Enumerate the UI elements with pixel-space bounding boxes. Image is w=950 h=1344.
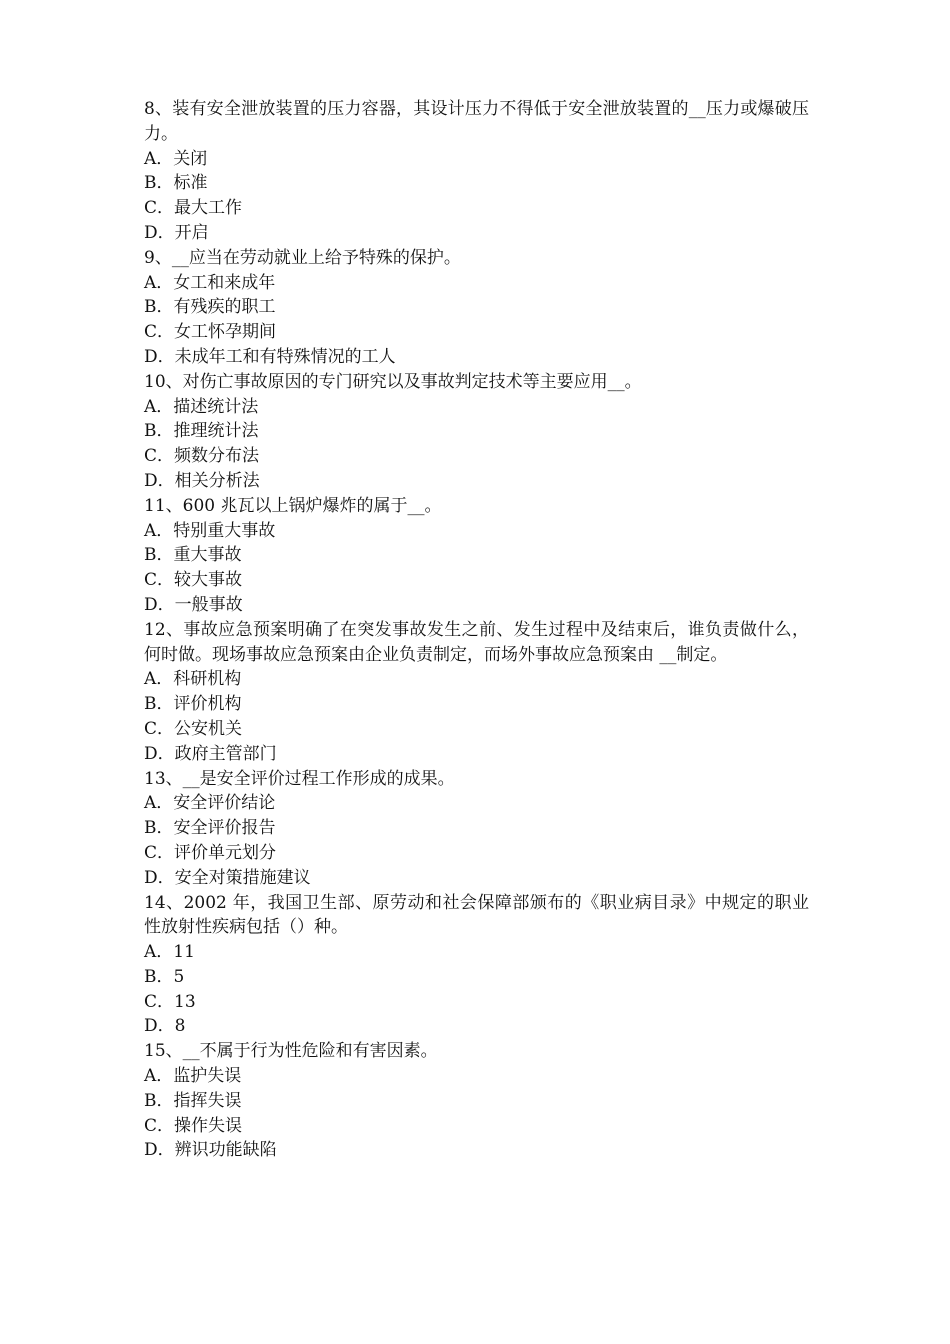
option-letter: B． xyxy=(144,173,174,194)
option-d xyxy=(144,866,809,891)
option-c xyxy=(144,1114,809,1139)
option-a xyxy=(144,1064,809,1089)
question-12 xyxy=(144,618,809,767)
option-d xyxy=(144,221,809,246)
question-stem: 8、装有安全泄放装置的压力容器，其设计压力不得低于安全泄放装置的__压力或爆破压力。 xyxy=(144,99,809,144)
option-text: 特别重大事故 xyxy=(173,520,276,541)
question-8 xyxy=(144,97,809,246)
option-letter: B． xyxy=(144,818,174,839)
option-d xyxy=(144,1014,809,1039)
option-b xyxy=(144,295,809,320)
option-letter: D． xyxy=(144,1016,175,1037)
question-stem: 13、__是安全评价过程工作形成的成果。 xyxy=(144,768,455,789)
option-text: 公安机关 xyxy=(174,718,243,739)
option-text: 频数分布法 xyxy=(174,446,260,467)
option-text: 有残疾的职工 xyxy=(173,297,276,318)
option-text: 重大事故 xyxy=(173,545,242,566)
option-text: 辨识功能缺陷 xyxy=(174,1140,277,1161)
option-d xyxy=(144,1138,809,1163)
document-page xyxy=(144,97,809,1163)
option-text: 描述统计法 xyxy=(173,396,259,417)
question-15 xyxy=(144,1039,809,1163)
option-letter: B． xyxy=(144,1090,174,1111)
question-stem: 9、__应当在劳动就业上给予特殊的保护。 xyxy=(144,247,461,268)
option-d xyxy=(144,345,809,370)
option-letter: C． xyxy=(144,446,175,467)
option-text: 13 xyxy=(174,991,196,1012)
option-text: 标准 xyxy=(173,173,208,194)
option-text: 操作失误 xyxy=(174,1115,243,1136)
option-letter: A． xyxy=(144,942,174,963)
option-text: 11 xyxy=(173,942,195,963)
option-text: 开启 xyxy=(174,222,209,243)
option-a xyxy=(144,519,809,544)
question-stem: 10、对伤亡事故原因的专门研究以及事故判定技术等主要应用__。 xyxy=(144,371,642,392)
option-letter: C． xyxy=(144,718,175,739)
option-letter: C． xyxy=(144,1115,175,1136)
option-letter: A． xyxy=(144,148,174,169)
option-c xyxy=(144,841,809,866)
option-letter: B． xyxy=(144,545,174,566)
option-letter: A． xyxy=(144,272,174,293)
option-letter: D． xyxy=(144,743,175,764)
question-stem: 11、600 兆瓦以上锅炉爆炸的属于__。 xyxy=(144,495,442,516)
option-a xyxy=(144,147,809,172)
option-c xyxy=(144,717,809,742)
option-text: 8 xyxy=(174,1016,186,1037)
option-b xyxy=(144,1089,809,1114)
question-13 xyxy=(144,767,809,891)
option-letter: D． xyxy=(144,222,175,243)
option-text: 女工和来成年 xyxy=(173,272,276,293)
option-letter: B． xyxy=(144,421,174,442)
question-9 xyxy=(144,246,809,370)
option-text: 政府主管部门 xyxy=(174,743,277,764)
option-b xyxy=(144,816,809,841)
option-letter: D． xyxy=(144,1140,175,1161)
option-text: 科研机构 xyxy=(173,669,242,690)
option-c xyxy=(144,990,809,1015)
option-c xyxy=(144,196,809,221)
question-stem: 14、2002 年，我国卫生部、原劳动和社会保障部颁布的《职业病目录》中规定的职业性放射性疾病包括（）种。 xyxy=(144,892,809,938)
option-text: 安全评价报告 xyxy=(173,818,276,839)
option-b xyxy=(144,965,809,990)
option-text: 一般事故 xyxy=(174,594,243,615)
option-b xyxy=(144,543,809,568)
option-text: 未成年工和有特殊情况的工人 xyxy=(174,346,396,367)
option-letter: D． xyxy=(144,470,175,491)
option-letter: A． xyxy=(144,520,174,541)
option-text: 评价单元划分 xyxy=(174,842,277,863)
option-letter: A． xyxy=(144,1066,174,1087)
option-letter: C． xyxy=(144,198,175,219)
option-letter: B． xyxy=(144,694,174,715)
question-14 xyxy=(144,891,809,1040)
option-d xyxy=(144,742,809,767)
option-c xyxy=(144,444,809,469)
option-text: 评价机构 xyxy=(173,694,242,715)
option-a xyxy=(144,271,809,296)
option-b xyxy=(144,171,809,196)
option-letter: D． xyxy=(144,594,175,615)
option-text: 安全对策措施建议 xyxy=(174,867,311,888)
option-a xyxy=(144,940,809,965)
question-stem: 12、事故应急预案明确了在突发事故发生之前、发生过程中及结束后，谁负责做什么，何时做。现场事故应急预案由企业负责制定，而场外事故应急预案由 __制定。 xyxy=(144,619,809,665)
option-d xyxy=(144,469,809,494)
option-letter: A． xyxy=(144,669,174,690)
option-letter: B． xyxy=(144,966,174,987)
option-text: 5 xyxy=(173,966,185,987)
option-letter: B． xyxy=(144,297,174,318)
option-text: 相关分析法 xyxy=(174,470,260,491)
option-text: 最大工作 xyxy=(174,198,243,219)
option-letter: D． xyxy=(144,867,175,888)
option-letter: C． xyxy=(144,322,175,343)
option-letter: C． xyxy=(144,570,175,591)
option-text: 监护失误 xyxy=(173,1066,242,1087)
option-letter: C． xyxy=(144,842,175,863)
option-a xyxy=(144,667,809,692)
option-d xyxy=(144,593,809,618)
question-stem: 15、__不属于行为性危险和有害因素。 xyxy=(144,1041,438,1062)
question-11 xyxy=(144,494,809,618)
option-letter: D． xyxy=(144,346,175,367)
option-letter: A． xyxy=(144,396,174,417)
option-b xyxy=(144,419,809,444)
option-c xyxy=(144,568,809,593)
option-a xyxy=(144,791,809,816)
question-10 xyxy=(144,370,809,494)
option-letter: A． xyxy=(144,793,174,814)
option-text: 安全评价结论 xyxy=(173,793,276,814)
option-c xyxy=(144,320,809,345)
option-text: 女工怀孕期间 xyxy=(174,322,277,343)
option-b xyxy=(144,692,809,717)
option-text: 推理统计法 xyxy=(173,421,259,442)
option-text: 指挥失误 xyxy=(173,1090,242,1111)
option-letter: C． xyxy=(144,991,175,1012)
option-a xyxy=(144,395,809,420)
option-text: 较大事故 xyxy=(174,570,243,591)
option-text: 关闭 xyxy=(173,148,208,169)
